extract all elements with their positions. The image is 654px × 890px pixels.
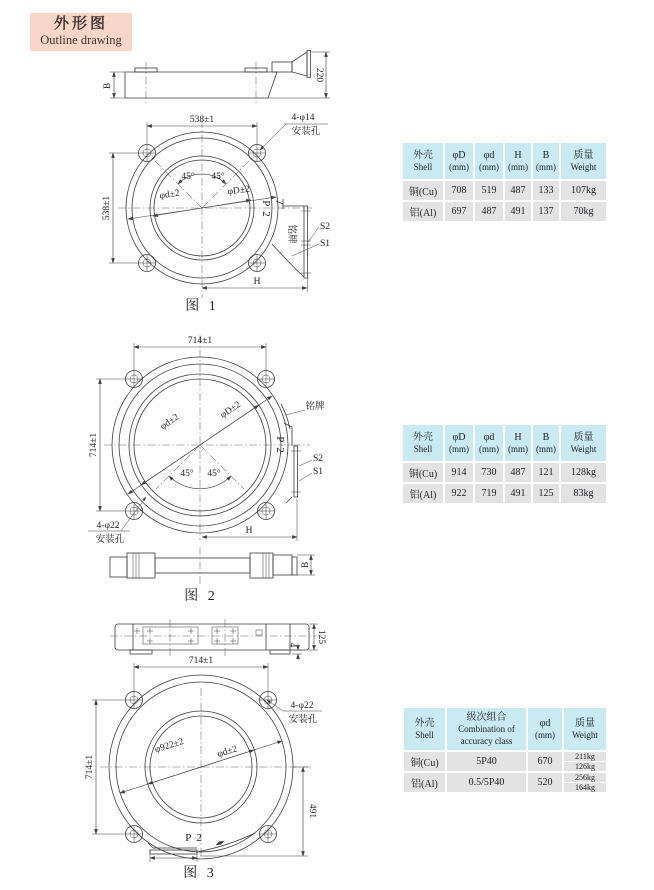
fig1-angle-left: 45° [181,172,195,182]
fig3-holes-sublabel: 安装孔 [288,715,318,725]
fig3-top-view [110,619,326,660]
table3-header-weight: 质量 Weight [564,708,606,750]
page-title-en: Outline drawing [40,33,122,48]
fig3-front-view [85,656,322,862]
table1-cell: 铜(Cu) [403,181,443,200]
fig1-s2-label: S2 [320,222,331,232]
table1-cell: 70kg [561,202,606,221]
table1-header-phiD: φD (mm) [445,143,473,179]
table1-cell: 487 [475,202,503,221]
fig2-phi-d: φd±2 [158,412,182,433]
fig1-dim-h: H [253,277,261,287]
accuracy-table-3 [404,708,606,792]
fig2-nameplate-label: 铭牌 [305,402,325,412]
table3-header-phid: φd (mm) [528,708,562,750]
fig1-dim-left: 538±1 [102,195,112,221]
table3-cell: 5P40 [447,752,526,771]
table3-cell: 0.5/5P40 [447,773,526,792]
fig2-angle-right: 45° [207,469,221,479]
fig2-dim-h: H [245,526,253,536]
fig1-s1-label: S1 [320,239,331,249]
table3-weight-cell: 164kg [564,783,606,792]
table1-cell: 铝(Al) [403,202,443,221]
dimensions-table-1 [403,143,606,221]
table2-cell: 121 [533,463,559,482]
table3-cell: 520 [528,773,562,792]
table2-cell: 487 [505,463,531,482]
table1-cell: 491 [505,202,531,221]
fig3-dim-125: 125 [316,629,326,645]
table3-weight-cell: 211kg [564,752,606,761]
table2-header-weight: 质量 Weight [561,425,606,461]
table3-cell: 铜(Cu) [404,752,445,771]
fig3-holes-label: 4-φ22 [290,701,314,711]
table3-cell: 670 [528,752,562,771]
page-title-zh: 外形图 [53,16,108,33]
fig2-holes-label: 4-φ22 [96,521,120,531]
fig1-caption: 图 1 [185,299,219,314]
fig2-caption: 图 2 [184,589,218,604]
dimensions-table-2 [403,425,606,503]
fig2-side-view [110,547,315,584]
figure1-drawing [90,48,345,316]
fig1-p2-label: P2 [260,200,272,222]
table1-cell: 107kg [561,181,606,200]
table3-weight-stack [564,773,606,792]
fig1-dim-b: B [103,82,113,90]
fig3-dim-491: 491 [307,803,317,819]
fig1-front-view [102,113,330,298]
fig3-caption: 图 3 [183,866,217,881]
fig3-dim-4: 4 [287,642,297,648]
table1-header-weight: 质量 Weight [561,143,606,179]
fig3-phi-d: φd±2 [216,744,239,760]
fig1-side-view [103,51,330,105]
fig1-dim-220: 220 [314,67,324,83]
table3-weight-cell: 126kg [564,762,606,771]
fig2-p2-label: P2 [274,436,286,458]
table2-header-b: B (mm) [533,425,559,461]
table1-cell: 133 [533,181,559,200]
fig2-dim-b: B [301,561,311,569]
fig2-angle-left: 45° [180,469,194,479]
fig2-holes-sublabel: 安装孔 [95,535,125,545]
fig3-dim-top: 714±1 [188,656,214,666]
table2-cell: 铝(Al) [403,484,443,503]
fig1-nameplate-label: 铭牌 [286,224,296,244]
table2-header-shell: 外壳 Shell [403,425,443,461]
table2-cell: 719 [475,484,503,503]
table1-cell: 487 [505,181,531,200]
fig2-front-view [88,335,325,545]
table3-cell: 铝(Al) [404,773,445,792]
table1-cell: 137 [533,202,559,221]
fig1-phi-D: φD±2 [226,184,251,198]
figure3-drawing [85,608,330,888]
table2-cell: 914 [445,463,473,482]
table1-cell: 708 [445,181,473,200]
table1-header-h: H (mm) [505,143,531,179]
table2-cell: 922 [445,484,473,503]
fig1-holes-sublabel: 安装孔 [291,127,321,137]
table1-header-shell: 外壳 Shell [403,143,443,179]
table3-weight-stack [564,752,606,771]
table2-cell: 491 [505,484,531,503]
table2-header-phid: φd (mm) [475,425,503,461]
fig2-terminal-side [284,423,301,503]
table3-header-shell: 外壳 Shell [404,708,445,750]
table2-cell: 730 [475,463,503,482]
fig3-phi-922: φ922±2 [153,736,186,756]
figure2-drawing [80,325,335,610]
table1-cell: 519 [475,181,503,200]
fig1-dim-top: 538±1 [189,115,215,125]
table1-header-b: B (mm) [533,143,559,179]
fig2-phi-D: φD±2 [218,399,243,421]
fig1-holes-label: 4-φ14 [291,113,315,123]
table2-cell: 128kg [561,463,606,482]
table2-cell: 83kg [561,484,606,503]
fig2-s1-label: S1 [313,467,324,477]
table2-header-h: H (mm) [505,425,531,461]
table3-header-combination: 级次组合 Combination of accuracy class [447,708,526,750]
fig1-phi-d: φd±2 [158,188,181,202]
table3-weight-cell: 256kg [564,773,606,782]
table1-header-phid: φd (mm) [475,143,503,179]
fig3-p2-label: P2 [185,832,207,844]
table2-cell: 125 [533,484,559,503]
fig2-dim-left: 714±1 [89,432,99,458]
page-title [30,13,132,51]
fig2-s2-label: S2 [313,454,324,464]
table2-header-phiD: φD (mm) [445,425,473,461]
fig2-dim-top: 714±1 [187,336,213,346]
table1-cell: 697 [445,202,473,221]
fig3-dim-left: 714±1 [85,754,95,780]
table2-cell: 铜(Cu) [403,463,443,482]
fig1-angle-right: 45° [211,172,225,182]
